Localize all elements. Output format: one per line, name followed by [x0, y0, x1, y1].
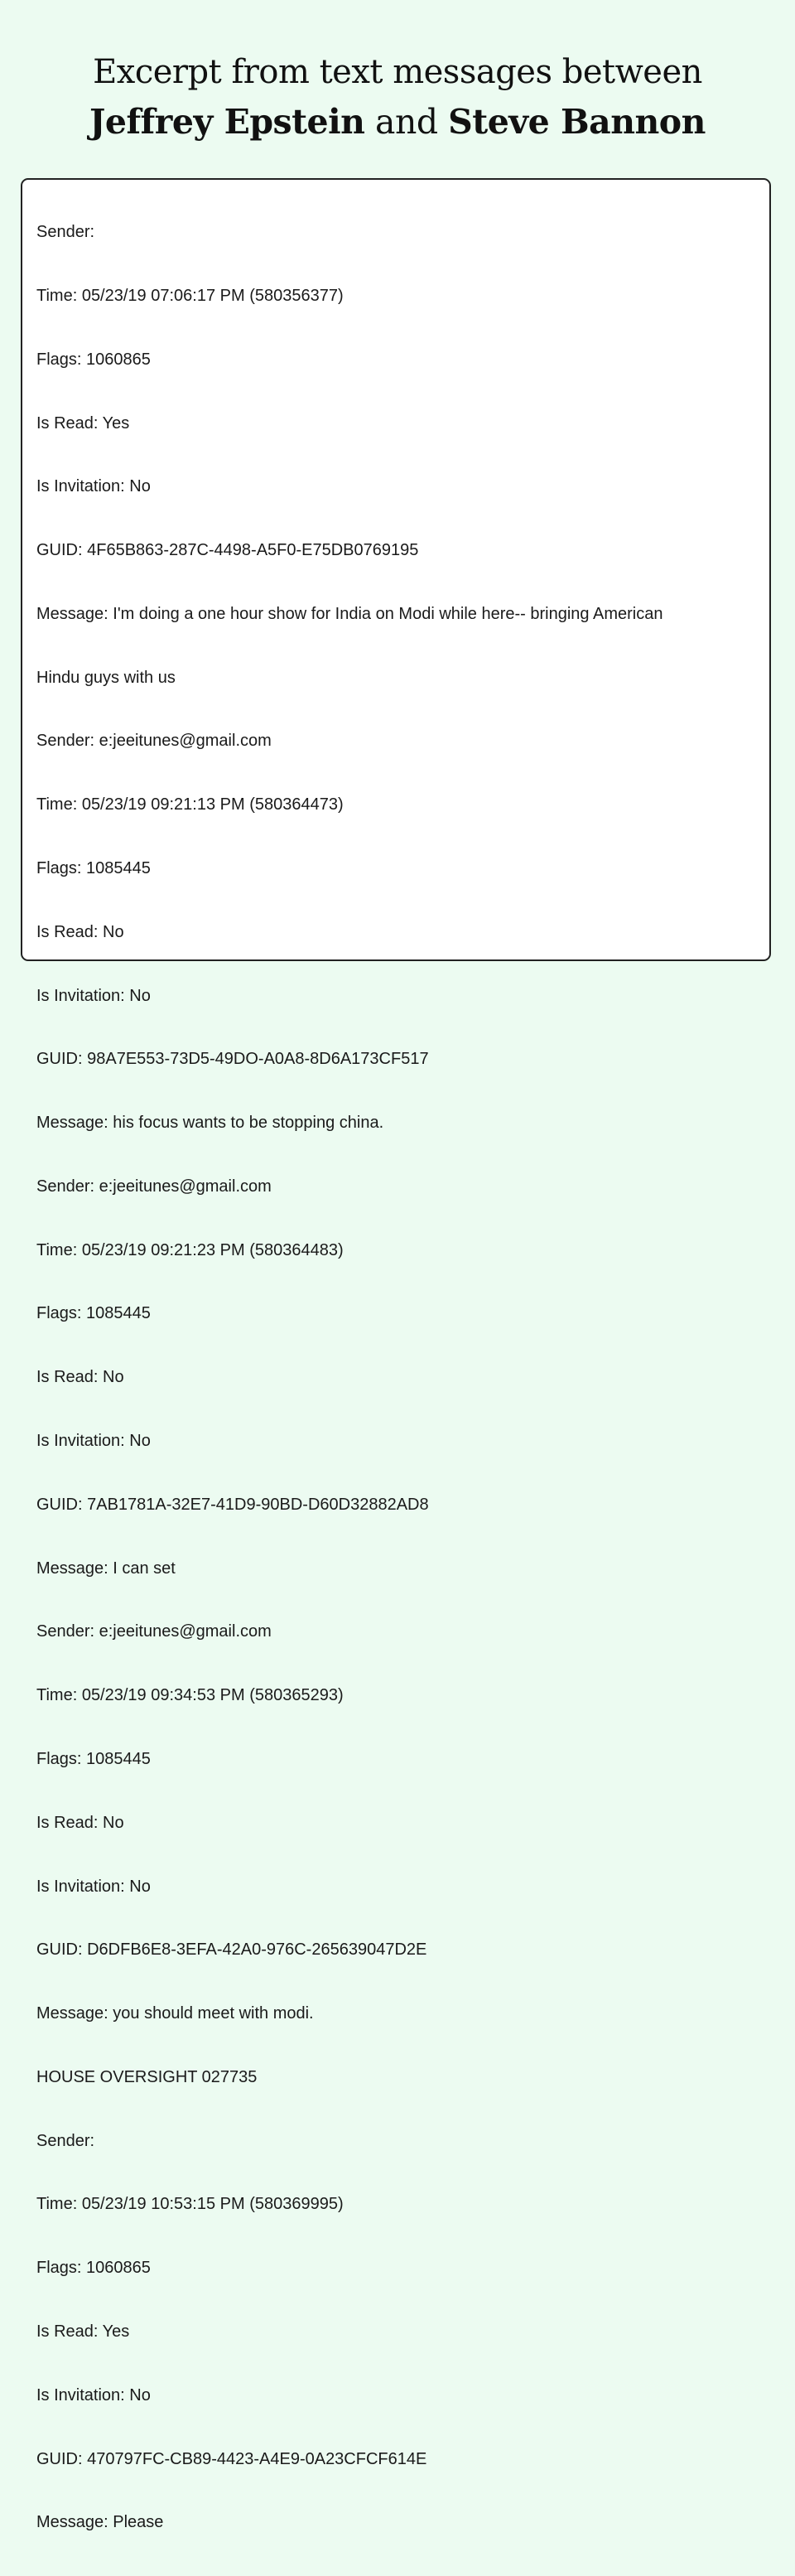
log-line: Message: I can set	[36, 1559, 176, 1578]
log-line: Flags: 1085445	[36, 1749, 151, 1768]
log-line: Message: you should meet with modi.	[36, 2004, 314, 2023]
log-line: Time: 05/23/19 09:34:53 PM (580365293)	[36, 1686, 344, 1705]
log-line: Message: Please	[36, 2513, 164, 2532]
log-line: Is Invitation: No	[36, 1877, 151, 1896]
message-log-document	[21, 178, 771, 2532]
log-line: Sender: e:jeeitunes@gmail.com	[36, 732, 272, 751]
log-line: Sender:	[36, 223, 95, 242]
header-name-bannon: Steve Bannon	[448, 102, 706, 142]
log-line: Flags: 1085445	[36, 1304, 151, 1323]
log-line: Flags: 1085445	[36, 859, 151, 877]
log-line: Sender:	[36, 2131, 95, 2150]
log-line: Is Read: Yes	[36, 2322, 130, 2341]
log-line: Message: I'm doing a one hour show for India on Modi while here-- bringing American	[36, 604, 663, 623]
log-line: Hindu guys with us	[36, 668, 176, 687]
log-line: Is Invitation: No	[36, 1432, 151, 1451]
message-log-lines	[36, 180, 761, 2576]
log-line: Flags: 1060865	[36, 2259, 151, 2278]
log-line: Message: his focus wants to be stopping china.	[36, 1114, 384, 1133]
log-line: GUID: D6DFB6E8-3EFA-42A0-976C-265639047D2E	[36, 1940, 427, 1960]
log-line: Is Read: No	[36, 1813, 124, 1832]
log-line: Time: 05/23/19 09:21:13 PM (580364473)	[36, 795, 344, 814]
log-line: GUID: 98A7E553-73D5-49DO-A0A8-8D6A173CF517	[36, 1050, 429, 1069]
log-line: Is Read: Yes	[36, 413, 130, 433]
log-line: HOUSE OVERSIGHT 027735	[36, 2067, 258, 2086]
log-line: Is Invitation: No	[36, 986, 151, 1005]
header	[0, 48, 795, 147]
log-line: Is Invitation: No	[36, 477, 151, 496]
log-line: Is Read: No	[36, 922, 124, 941]
log-line: Is Read: No	[36, 1368, 124, 1387]
header-connector: and	[364, 102, 449, 142]
header-title-line: Excerpt from text messages between	[93, 53, 702, 91]
header-names-line	[0, 96, 795, 147]
log-line: GUID: 4F65B863-287C-4498-A5F0-E75DB0769195	[36, 541, 419, 560]
log-line: GUID: 7AB1781A-32E7-41D9-90BD-D60D32882AD8	[36, 1495, 429, 1514]
log-line: Time: 05/23/19 09:21:23 PM (580364483)	[36, 1240, 344, 1259]
log-line: Time: 05/23/19 07:06:17 PM (580356377)	[36, 286, 344, 305]
log-line: Time: 05/23/19 10:53:15 PM (580369995)	[36, 2195, 344, 2214]
log-line: Sender: e:jeeitunes@gmail.com	[36, 1622, 272, 1641]
log-line: Flags: 1060865	[36, 350, 151, 369]
log-line: GUID: 470797FC-CB89-4423-A4E9-0A23CFCF614E	[36, 2449, 427, 2468]
log-line: Sender: e:jeeitunes@gmail.com	[36, 1177, 272, 1196]
log-line: Is Invitation: No	[36, 2385, 151, 2404]
header-name-epstein: Jeffrey Epstein	[89, 102, 365, 142]
